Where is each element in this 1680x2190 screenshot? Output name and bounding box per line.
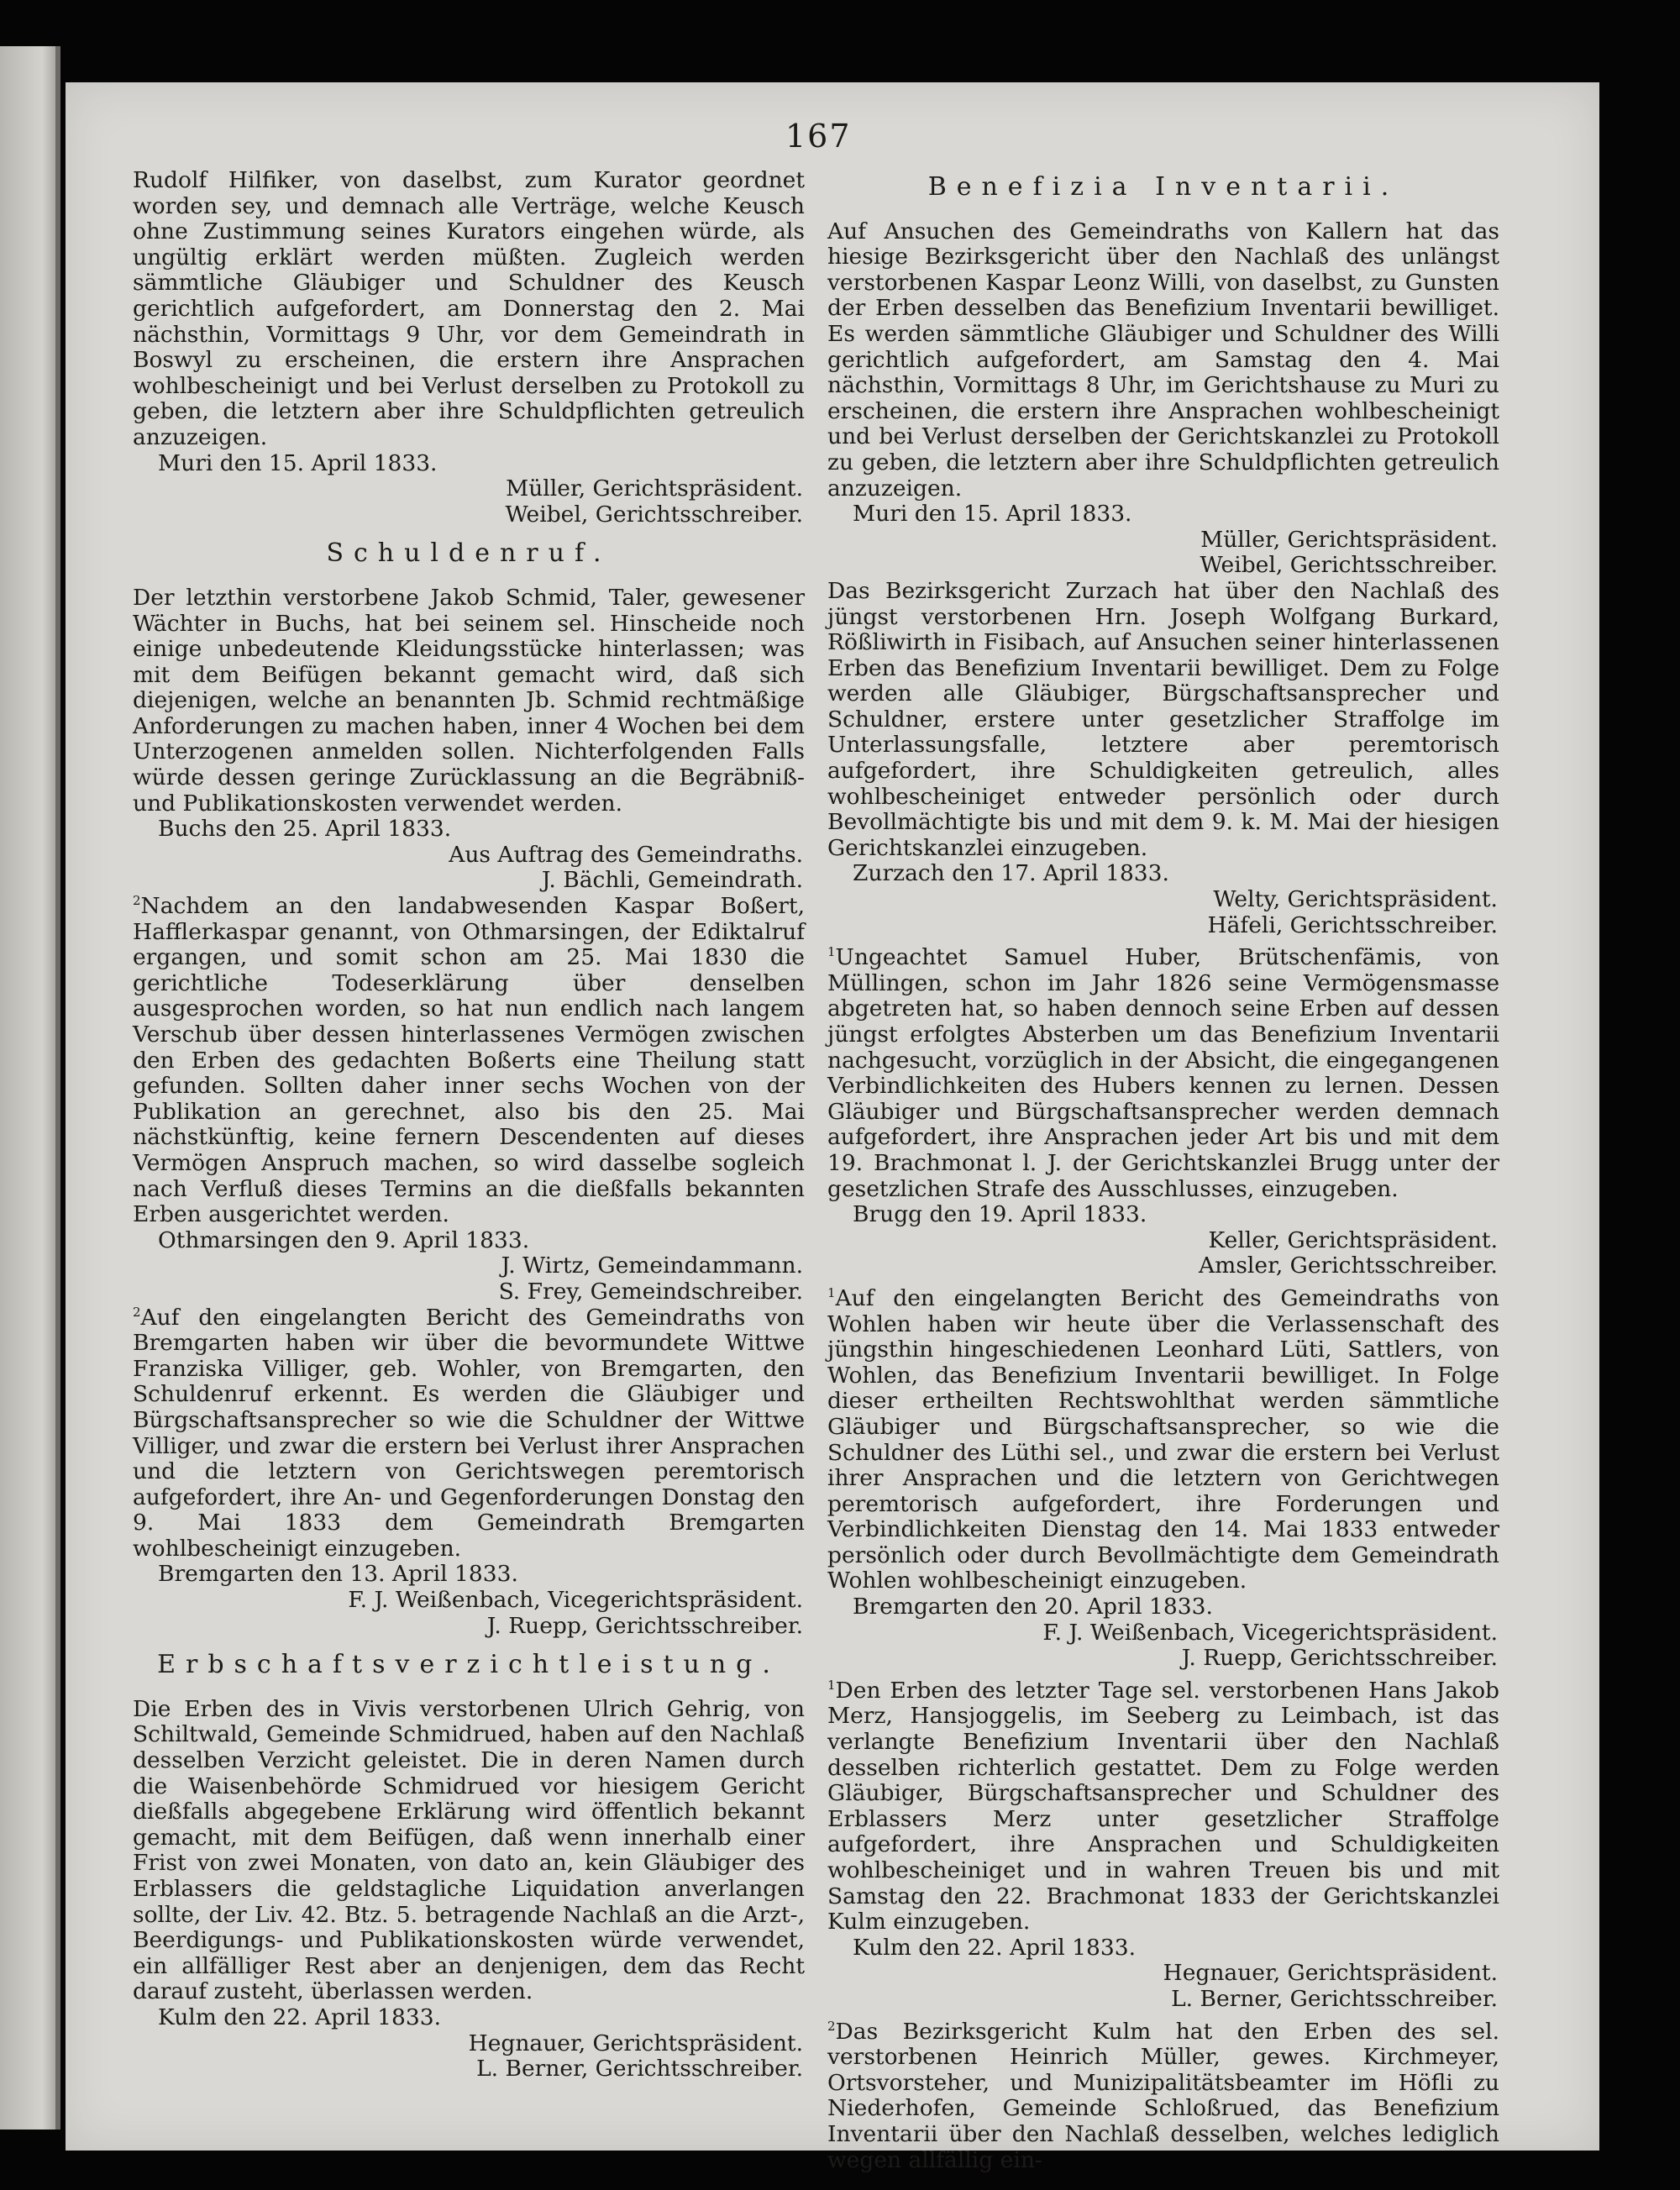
notice-date: Bremgarten den 20. April 1833.	[853, 1594, 1213, 1620]
signature-line: F. J. Weißenbach, Vicegerichtspräsident.	[348, 1587, 803, 1614]
signature-line: Müller, Gerichtspräsident.	[1200, 526, 1498, 553]
notice-text	[133, 1305, 805, 1562]
notice-body: Den Erben des letzter Tage sel. verstorbenen Hans Jakob Merz, Hansjoggelis, im Seeberg zu Leimbach, ist das verlangte Benefizium Inventarii über den Nachlaß desselben richterlich gestattet. Dem zu Folge werden Gläubiger, Bürgschaftsansprecher und Schuldner des Erblassers Merz unter gesetzlicher Straffolge aufgefordert, ihre Ansprachen und Schuldigkeiten wohlbescheiniget und in wahren Treuen bis und mit Samstag den 22. Brachmonat 1833 der Gerichtskanzlei Kulm einzugeben.	[827, 1677, 1499, 1935]
notice-body: Auf den eingelangten Bericht des Gemeindraths von Wohlen haben wir heute über die Verlassenschaft des jüngsthin hingeschiedenen Leonhard Lüti, Sattlers, von Wohlen, das Benefizium Inventarii bewilliget. In Folge dieser ertheilten Rechtswohlthat werden sämmtliche Gläubiger und Bürgschaftsansprecher, so wie die Schuldner des Lüthi sel., und zwar die erstern bei Verlust ihrer Ansprachen und die letztern von Gerichtwegen peremtorisch aufgefordert, ihre Forderungen und Verbindlichkeiten Dienstag den 14. Mai 1833 entweder persönlich oder durch Bevollmächtigte dem Gemeindrath Wohlen wohlbescheinigt einzugeben.	[827, 1284, 1499, 1594]
notice-text	[827, 1678, 1499, 1935]
notice-date: Muri den 15. April 1833.	[158, 449, 438, 476]
signature-line: Amsler, Gerichtsschreiber.	[1199, 1253, 1498, 1279]
notice-text: Das Bezirksgericht Zurzach hat über den Nachlaß des jüngst verstorbenen Hrn. Joseph Wolfgang Burkard, Rößliwirth in Fisibach, auf Ansuchen seiner hinterlassenen Erben das Benefizium Inventarii bewilliget. Dem zu Folge werden alle Gläubiger, Bürgschaftsansprecher und Schuldner, erstere unter gesetzlicher Straffolge im Unterlassungsfalle, letztere aber peremtorisch aufgefordert, ihre Schuldigkeiten getreulich, alles wohlbescheiniget entweder persönlich oder durch Bevollmächtigte bis und mit dem 9. k. M. Mai der hiesigen Gerichtskanzlei einzugeben.	[827, 577, 1499, 861]
signature-line: J. Ruepp, Gerichtsschreiber.	[1181, 1645, 1498, 1672]
notice-text	[133, 894, 805, 1228]
notice-text	[827, 2019, 1499, 2174]
signature-line: Aus Auftrag des Gemeindraths.	[449, 841, 803, 868]
section-heading-benefizia: Benefizia Inventarii.	[927, 172, 1399, 202]
insertion-mark: 2	[133, 893, 141, 909]
signature-line: F. J. Weißenbach, Vicegerichtspräsident.	[1042, 1619, 1498, 1646]
signature-line: J. Wirtz, Gemeindammann.	[501, 1253, 803, 1279]
notice-text: Die Erben des in Vivis verstorbenen Ulrich Gehrig, von Schiltwald, Gemeinde Schmidrued, haben auf den Nachlaß desselben Verzicht geleistet. Die in deren Namen durch die Waisenbehörde Schmidrued vor hiesigem Gericht dießfalls abgegebene Erklärung wird öffentlich bekannt gemacht, mit dem Beifügen, daß wenn innerhalb einer Frist von zwei Monaten, von dato an, kein Gläubiger des Erblassers die geldstagliche Liquidation anverlangen sollte, der Liv. 42. Btz. 5. betragende Nachlaß an die Arzt-, Beerdigungs- und Publikationskosten würde verwendet, ein allfälliger Rest aber an denjenigen, dem das Recht darauf zusteht, überlassen werden.	[133, 1695, 805, 2005]
notice-date: Kulm den 22. April 1833.	[158, 2004, 442, 2030]
signature-line: Welty, Gerichtspräsident.	[1213, 886, 1498, 913]
left-column	[133, 168, 805, 2082]
notice-date: Zurzach den 17. April 1833.	[853, 860, 1169, 887]
signature-line: S. Frey, Gemeindschreiber.	[498, 1278, 803, 1305]
notice-date: Brugg den 19. April 1833.	[853, 1201, 1147, 1228]
page-gutter	[55, 46, 60, 2130]
notice-date: Muri den 15. April 1833.	[853, 501, 1132, 528]
notice-date: Kulm den 22. April 1833.	[853, 1934, 1137, 1961]
signature-line: J. Bächli, Gemeindrath.	[541, 867, 803, 894]
signature-line: J. Ruepp, Gerichtsschreiber.	[486, 1612, 803, 1639]
notice-body: Das Bezirksgericht Kulm hat den Erben des sel. verstorbenen Heinrich Müller, gewes. Kirchmeyer, Ortsvorsteher, und Munizipalitätsbeamter im Höfli zu Niederhofen, Gemeinde Schloßrued, das Benefizium Inventarii über den Nachlaß desselben, welches lediglich wegen allfällig ein-	[827, 2018, 1499, 2173]
signature-line: L. Berner, Gerichtsschreiber.	[1171, 1985, 1498, 2012]
notice-body: Auf den eingelangten Bericht des Gemeindraths von Bremgarten haben wir über die bevormundete Wittwe Franziska Villiger, geb. Wohler, von Bremgarten, den Schuldenruf erkennt. Es werden die Gläubiger und Bürgschaftsansprecher so wie die Schuldner der Wittwe Villiger, und zwar die erstern bei Verlust ihrer Ansprachen und die letztern von Gerichtswegen peremtorisch aufgefordert, ihre An- und Gegenforderungen Donstag den 9. Mai 1833 dem Gemeindrath Bremgarten wohlbescheinigt einzugeben.	[133, 1304, 805, 1562]
signature-line: Hegnauer, Gerichtspräsident.	[1163, 1960, 1498, 1987]
section-heading-erbschaftsverzicht: Erbschaftsverzichtleistung.	[157, 1650, 780, 1680]
continuation-text: Rudolf Hilfiker, von daselbst, zum Kurator geordnet worden sey, und demnach alle Verträge, welche Keusch ohne Zustimmung seines Kurators eingehen würde, als ungültig erklärt werden müßten. Zugleich werden sämmtliche Gläubiger und Schuldner des Keusch gerichtlich aufgefordert, am Donnerstag den 2. Mai nächsthin, Vormittags 9 Uhr, vor dem Gemeindrath in Boswyl zu erscheinen, die erstern ihre Ansprachen wohlbescheinigt und bei Verlust derselben zu Protokoll zu geben, die letztern aber ihre Schuldpflichten getreulich anzuzeigen.	[133, 167, 805, 450]
signature-line: Weibel, Gerichtsschreiber.	[505, 501, 803, 528]
insertion-mark: 2	[827, 2018, 836, 2034]
section-heading-schuldenruf: Schuldenruf.	[326, 538, 612, 569]
signature-line: Hegnauer, Gerichtspräsident.	[468, 2030, 803, 2056]
notice-text: Der letzthin verstorbene Jakob Schmid, Taler, gewesener Wächter in Buchs, hat bei seinem sel. Hinscheide noch einige unbedeutende Kleidungsstücke hinterlassen; was mit dem Beifügen bekannt gemacht wird, daß sich diejenigen, welche an benannten Jb. Schmid rechtmäßige Anforderungen zu machen haben, inner 4 Wochen bei dem Unterzogenen anmelden sollen. Nichterfolgenden Falls würde dessen geringe Zurücklassung an die Begräbniß- und Publikationskosten verwendet werden.	[133, 584, 805, 817]
notice-body: Nachdem an den landabwesenden Kaspar Boßert, Hafflerkaspar genannt, von Othmarsingen, der Ediktalruf ergangen, und somit schon am 25. Mai 1830 die gerichtliche Todeserklärung über denselben ausgesprochen worden, so hat nun endlich nach langem Verschub über dessen hinterlassenes Vermögen zwischen den Erben des gedachten Boßerts eine Theilung statt gefunden. Sollten daher inner sechs Wochen von der Publikation an gerechnet, also bis den 25. Mai nächstkünftig, keine fernern Descendenten auf dieses Vermögen Anspruch machen, so wird dasselbe sogleich nach Verfluß dieses Termins an die dießfalls bekannten Erben ausgerichtet werden.	[133, 893, 805, 1228]
right-column	[827, 168, 1499, 2173]
signature-line: Weibel, Gerichtsschreiber.	[1200, 552, 1498, 579]
notice-text	[827, 945, 1499, 1202]
insertion-mark: 1	[827, 1678, 836, 1694]
notice-date: Othmarsingen den 9. April 1833.	[158, 1226, 530, 1253]
signature-line: Keller, Gerichtspräsident.	[1208, 1226, 1498, 1253]
signature-line: Häfeli, Gerichtsschreiber.	[1207, 911, 1498, 938]
notice-text	[827, 1286, 1499, 1594]
notice-body: Ungeachtet Samuel Huber, Brütschenfämis, von Müllingen, schon im Jahr 1826 seine Vermögensmasse abgetreten hat, so haben dennoch seine Erben auf dessen jüngst erfolgtes Absterben um das Benefizium Inventarii nachgesucht, vorzüglich in der Absicht, die eingegangenen Verbindlichkeiten des Hubers kennen zu lernen. Dessen Gläubiger und Bürgschaftsansprecher werden demnach aufgefordert, ihre Ansprachen jeder Art bis und mit dem 19. Brachmonat l. J. der Gerichtskanzlei Brugg unter der gesetzlichen Strafe des Ausschlusses, einzugeben.	[827, 944, 1499, 1202]
notice-date: Buchs den 25. April 1833.	[158, 816, 452, 843]
page-number: 167	[785, 118, 852, 155]
notice-date: Bremgarten den 13. April 1833.	[158, 1561, 518, 1588]
facing-page-edge	[0, 46, 60, 2130]
insertion-mark: 1	[827, 1285, 836, 1301]
insertion-mark: 1	[827, 944, 836, 960]
signature-line: Müller, Gerichtspräsident.	[506, 475, 803, 502]
insertion-mark: 2	[133, 1304, 141, 1320]
signature-line: L. Berner, Gerichtsschreiber.	[476, 2056, 803, 2082]
notice-text: Auf Ansuchen des Gemeindraths von Kallern hat das hiesige Bezirksgericht über den Nachlaß des unlängst verstorbenen Kaspar Leonz Willi, von daselbst, zu Gunsten der Erben desselben das Benefizium Inventarii bewilliget. Es werden sämmtliche Gläubiger und Schuldner des Willi gerichtlich aufgefordert, am Samstag den 4. Mai nächsthin, Vormittags 8 Uhr, im Gerichtshause zu Muri zu erscheinen, die erstern ihre Ansprachen wohlbescheinigt und bei Verlust derselben der Gerichtskanzlei zu Protokoll zu geben, die letztern aber ihre Schuldpflichten getreulich anzuzeigen.	[827, 218, 1499, 502]
